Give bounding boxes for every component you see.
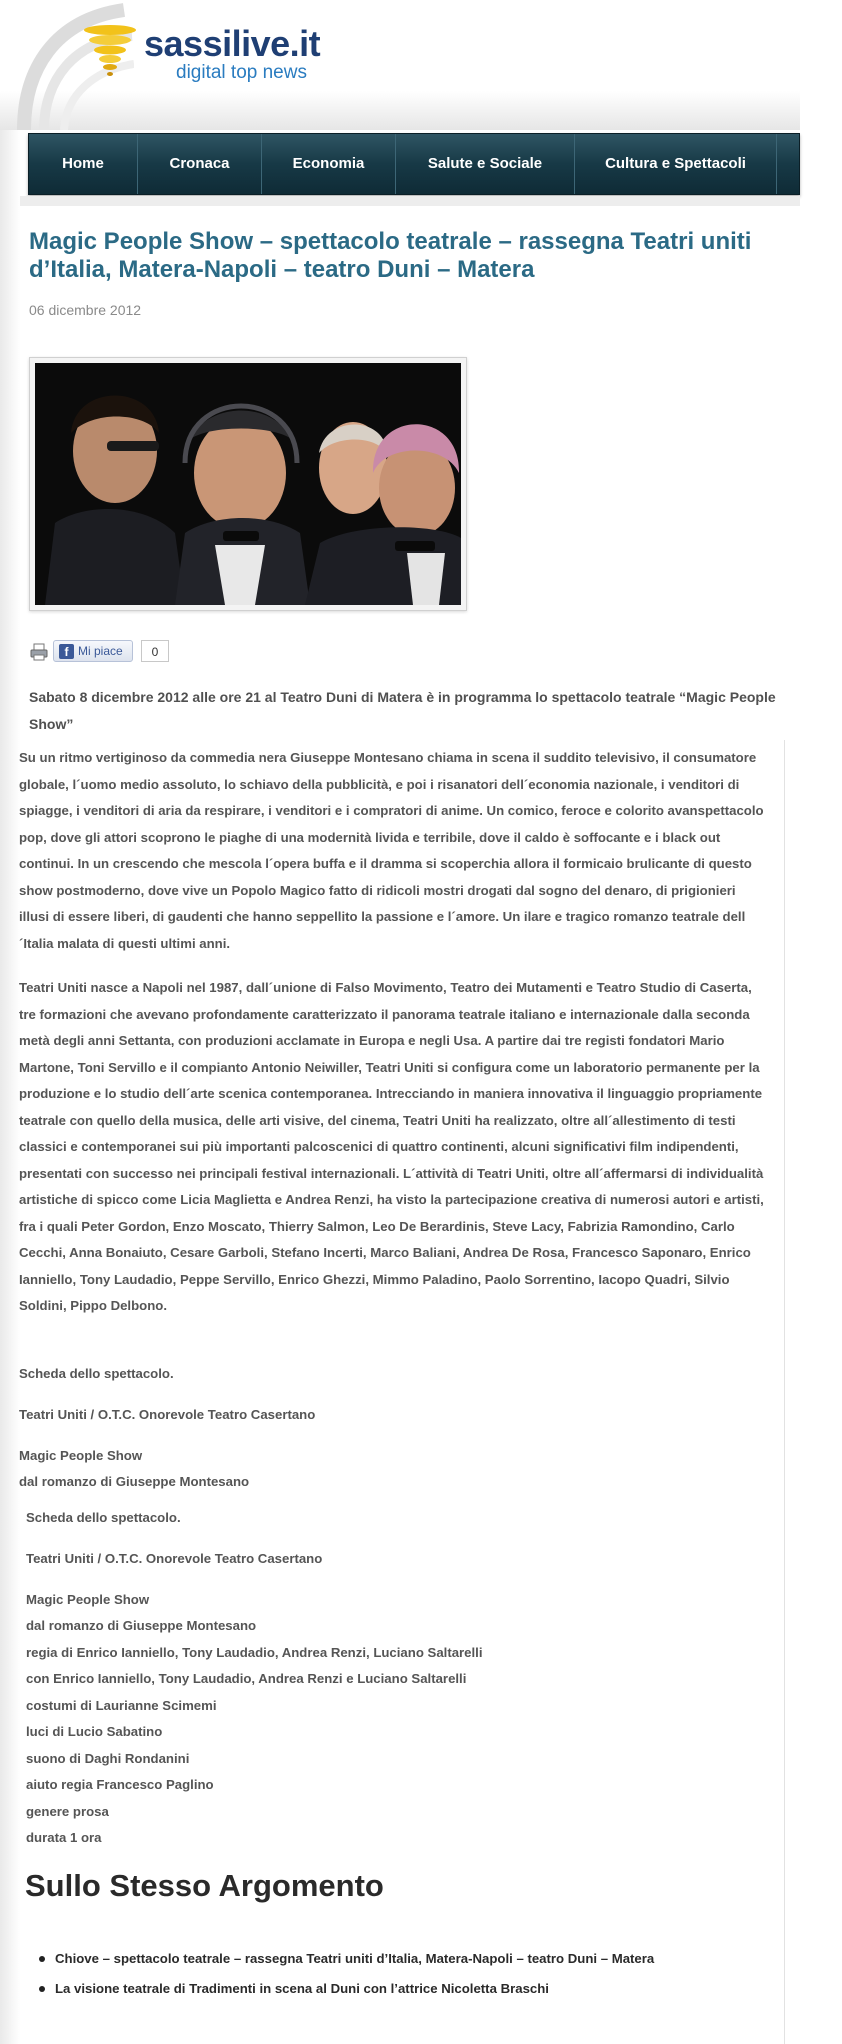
site-name: sassilive.it	[144, 23, 321, 64]
related-link-label: La visione teatrale di Tradimenti in scena al Duni con l’attrice Nicoletta Braschi	[55, 1981, 549, 1996]
facebook-icon: f	[59, 644, 74, 659]
credit-line: costumi di Laurianne Scimemi	[26, 1698, 217, 1713]
scheda-heading-2: Scheda dello spettacolo.	[26, 1510, 181, 1525]
nav-item-economia[interactable]: Economia	[262, 134, 396, 194]
nav-underline	[20, 196, 800, 206]
logo-spiral-icon	[80, 20, 138, 80]
producer-line-1: Teatri Uniti / O.T.C. Onorevole Teatro Casertano	[19, 1407, 316, 1422]
article-lead: Sabato 8 dicembre 2012 alle ore 21 al Teatro Duni di Matera è in programma lo spettacolo teatrale “Magic People Show”	[29, 689, 776, 732]
site-tagline: digital top news	[176, 62, 307, 83]
theatre-photo-icon[interactable]	[35, 363, 461, 605]
article-paragraph-1: Su un ritmo vertiginoso da commedia nera Giuseppe Montesano chiama in scena il suddito televisivo, il consumatore globale, l´uomo medio assoluto, lo schiavo della pubblicità, e poi i risanatori dell´economia nazionale, i venditori di spiagge, i venditori di aria da respirare, i venditori e i compratori di anime. Un comico, feroce e colorito avanspettacolo pop, dove gli attori scoprono le piaghe di una modernità livida e terribile, dove il caldo è soffocante e i black out continui. In un crescendo che mescola l´opera buffa e il dramma si scoperchia allora il formicaio brulicante di questo show postmoderno, dove vive un Popolo Magico fatto di ridicoli mostri drogati dal sogno del denaro, di prigionieri illusi di essere liberi, di gaudenti che hanno seppellito la passione e l´amore. Un ilare e tragico romanzo teatrale dell´Italia malata di questi ultimi anni.	[19, 750, 764, 951]
site-logo[interactable]	[80, 18, 370, 88]
credit-line: regia di Enrico Ianniello, Tony Laudadio, Andrea Renzi, Luciano Saltarelli	[26, 1645, 483, 1660]
article-title: Magic People Show – spettacolo teatrale – rassegna Teatri uniti d’Italia, Matera-Napoli – teatro Duni – Matera	[29, 228, 752, 283]
page-edge-shadow	[0, 0, 20, 2044]
related-link-chiove[interactable]	[35, 1944, 775, 1974]
show-name-1: Magic People Show	[19, 1448, 143, 1463]
credit-line: Magic People Show	[26, 1592, 150, 1607]
article-image-frame	[29, 357, 467, 611]
site-header	[0, 0, 800, 130]
credit-line: genere prosa	[26, 1804, 109, 1819]
like-count: 0	[141, 640, 169, 662]
credit-line: durata 1 ora	[26, 1830, 102, 1845]
nav-item-cultura-e-spettacoli[interactable]: Cultura e Spettacoli	[575, 134, 777, 194]
content-divider	[784, 740, 785, 2044]
related-list	[35, 1944, 775, 2004]
related-link-tradimenti[interactable]	[35, 1974, 775, 2004]
novel-line-1: dal romanzo di Giuseppe Montesano	[19, 1474, 250, 1489]
scheda-heading-1: Scheda dello spettacolo.	[19, 1366, 174, 1381]
bullet-icon	[39, 1956, 45, 1962]
credit-line: dal romanzo di Giuseppe Montesano	[26, 1618, 257, 1633]
nav-item-home[interactable]: Home	[29, 134, 138, 194]
like-label: Mi piace	[78, 644, 123, 658]
related-link-label: Chiove – spettacolo teatrale – rassegna Teatri uniti d’Italia, Matera-Napoli – teatro Duni – Matera	[55, 1951, 655, 1966]
credit-line: luci di Lucio Sabatino	[26, 1724, 163, 1739]
credit-line: aiuto regia Francesco Paglino	[26, 1777, 214, 1792]
article-paragraph-2: Teatri Uniti nasce a Napoli nel 1987, dall´unione di Falso Movimento, Teatro dei Mutamenti e Teatro Studio di Caserta, tre formazioni che avevano profondamente caratterizzato il panorama teatrale italiano e internazionale dalla seconda metà degli anni Settanta, con produzioni acclamate in Europa e negli Usa. A partire dai tre registi fondatori Mario Martone, Toni Servillo e il compianto Antonio Neiwiller, Teatri Uniti si configura come un laboratorio permanente per la produzione e lo studio dell´arte scenica contemporanea. Intrecciando in maniera innovativa il linguaggio propriamente teatrale con quello della musica, delle arti visive, del cinema, Teatri Uniti ha realizzato, oltre all´allestimento di testi classici e contemporanei sui più importanti palcoscenici di quattro continenti, alcuni significativi film indipendenti, presentati con successo nei principali festival internazionali. L´attività di Teatri Uniti, oltre all´affermarsi di individualità artistiche di spicco come Licia Maglietta e Andrea Renzi, ha visto la partecipazione creativa di numerosi autori e artisti, fra i quali Peter Gordon, Enzo Moscato, Thierry Salmon, Leo De Berardinis, Steve Lacy, Fabrizia Ramondino, Carlo Cecchi, Anna Bonaiuto, Cesare Garboli, Stefano Incerti, Marco Baliani, Andrea De Rosa, Francesco Saponaro, Enrico Ianniello, Tony Laudadio, Peppe Servillo, Enrico Ghezzi, Mimmo Paladino, Paolo Sorrentino, Iacopo Quadri, Silvio Soldini, Pippo Delbono.	[19, 980, 764, 1313]
print-icon[interactable]	[29, 642, 49, 662]
main-navigation	[28, 133, 800, 195]
credit-line: suono di Daghi Rondanini	[26, 1751, 190, 1766]
nav-item-cronaca[interactable]: Cronaca	[138, 134, 262, 194]
nav-item-salute-e-sociale[interactable]: Salute e Sociale	[396, 134, 575, 194]
bullet-icon	[39, 1986, 45, 1992]
facebook-like-button[interactable]	[53, 640, 133, 662]
related-section-title: Sullo Stesso Argomento	[25, 1868, 384, 1903]
credit-line: con Enrico Ianniello, Tony Laudadio, Andrea Renzi e Luciano Saltarelli	[26, 1671, 467, 1686]
producer-line-2: Teatri Uniti / O.T.C. Onorevole Teatro Casertano	[26, 1551, 323, 1566]
article-date: 06 dicembre 2012	[29, 302, 142, 318]
